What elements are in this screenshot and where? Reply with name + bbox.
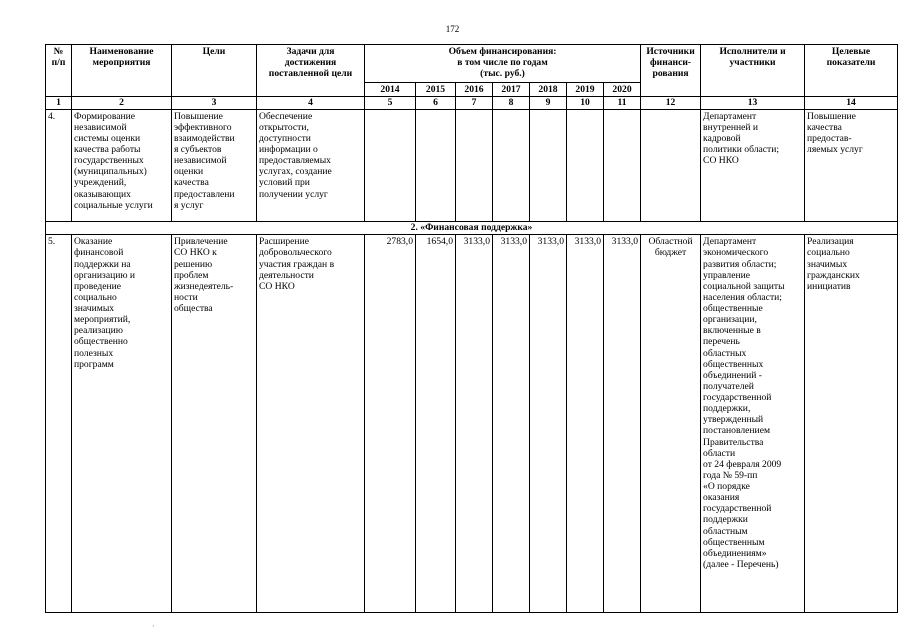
amount-cell: [416, 109, 456, 221]
amount-cell: [567, 109, 604, 221]
column-number: 9: [530, 97, 567, 110]
amount-cell: 3133,0: [493, 235, 530, 613]
amount-cell: [604, 109, 641, 221]
year-cell: 2020: [604, 83, 641, 97]
column-number: 12: [641, 97, 701, 110]
year-cell: 2016: [456, 83, 493, 97]
funding-plan-table: [45, 44, 898, 613]
amount-cell: 3133,0: [567, 235, 604, 613]
column-numbers-row: [46, 97, 898, 110]
row-sources: Областной бюджет: [641, 235, 701, 613]
row-goals: Повышение эффективного взаимодействи я субъектов независимой оценки качества предоставлени я услуг: [172, 109, 257, 221]
row-executors: Департамент внутренней и кадровой политики области; СО НКО: [701, 109, 805, 221]
column-number: 7: [456, 97, 493, 110]
row-executors: Департамент экономического развития области; управление социальной защиты населения области; общественные организации, включенные в перечень областных общественных объединений - получателей государственной поддержки, утвержденный постановлением Правительства области от 24 февраля 2009 года № 59-пп «О порядке оказания государственной поддержки областным общественным объединениям» (далее - Перечень): [701, 235, 805, 613]
year-cell: 2015: [416, 83, 456, 97]
row-num: 4.: [46, 109, 72, 221]
row-goals: Привлечение СО НКО к решению проблем жизнедеятель- ности общества: [172, 235, 257, 613]
year-cell: 2017: [493, 83, 530, 97]
column-number: 4: [257, 97, 365, 110]
column-number: 11: [604, 97, 641, 110]
section-row: [46, 221, 898, 235]
column-number: 5: [365, 97, 416, 110]
column-number: 10: [567, 97, 604, 110]
amount-cell: [530, 109, 567, 221]
page-number: 172: [445, 24, 460, 34]
amount-cell: [456, 109, 493, 221]
header-funding: Объем финансирования: в том числе по годам (тыс. руб.): [365, 45, 641, 83]
table-row: [46, 109, 898, 221]
column-number: 13: [701, 97, 805, 110]
header-num: № п/п: [46, 45, 72, 97]
row-num: 5.: [46, 235, 72, 613]
row-name: Оказание финансовой поддержки на организацию и проведение социально значимых мероприятий, реализацию общественно полезных программ: [72, 235, 172, 613]
amount-cell: 3133,0: [604, 235, 641, 613]
amount-cell: 3133,0: [530, 235, 567, 613]
amount-cell: 1654,0: [416, 235, 456, 613]
amount-cell: [493, 109, 530, 221]
column-number: 8: [493, 97, 530, 110]
table-row: [46, 235, 898, 613]
header-tasks: Задачи для достижения поставленной цели: [257, 45, 365, 97]
section-title: 2. «Финансовая поддержка»: [46, 221, 898, 235]
row-name: Формирование независимой системы оценки качества работы государственных (муниципальных) учреждений, оказывающих социальные услуги: [72, 109, 172, 221]
header-name: Наименование мероприятия: [72, 45, 172, 97]
year-cell: 2014: [365, 83, 416, 97]
column-number: 2: [72, 97, 172, 110]
header-goals: Цели: [172, 45, 257, 97]
header-sources: Источники финанси- рования: [641, 45, 701, 97]
row-tasks: Расширение добровольческого участия граждан в деятельности СО НКО: [257, 235, 365, 613]
table-header-row: [46, 45, 898, 83]
scan-artifact-mark: ·: [152, 622, 155, 631]
amount-cell: [365, 109, 416, 221]
column-number: 3: [172, 97, 257, 110]
header-executors: Исполнители и участники: [701, 45, 805, 97]
amount-cell: 2783,0: [365, 235, 416, 613]
year-cell: 2018: [530, 83, 567, 97]
amount-cell: 3133,0: [456, 235, 493, 613]
column-number: 1: [46, 97, 72, 110]
row-indicators: Повышение качества предостав- ляемых услуг: [805, 109, 898, 221]
year-cell: 2019: [567, 83, 604, 97]
row-sources: [641, 109, 701, 221]
column-number: 14: [805, 97, 898, 110]
row-tasks: Обеспечение открытости, доступности информации о предоставляемых услугах, создание условий при получении услуг: [257, 109, 365, 221]
header-indicators: Целевые показатели: [805, 45, 898, 97]
column-number: 6: [416, 97, 456, 110]
row-indicators: Реализация социально значимых гражданских инициатив: [805, 235, 898, 613]
